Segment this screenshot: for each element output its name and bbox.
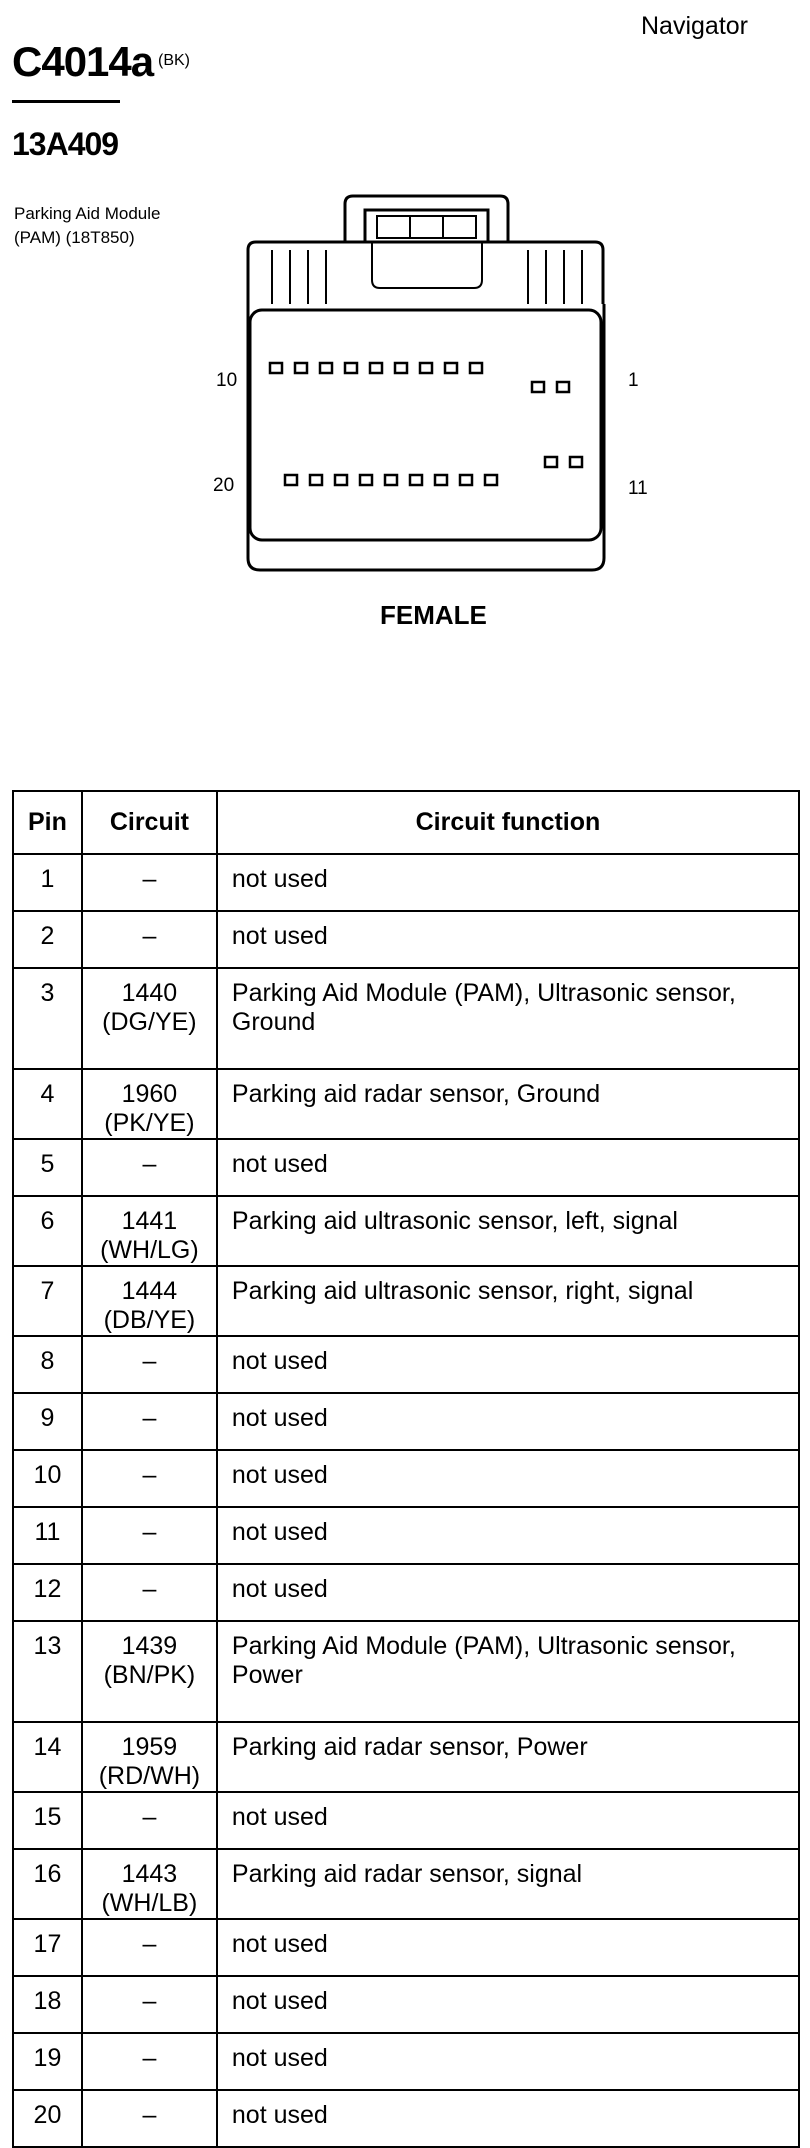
- cell-circuit: 1960 (PK/YE): [82, 1069, 217, 1139]
- table-row: [13, 1722, 799, 1792]
- cell-pin: 1: [13, 854, 82, 911]
- connector-face-diagram: [0, 190, 810, 590]
- cell-pin: 10: [13, 1450, 82, 1507]
- cell-circuit: –: [82, 1336, 217, 1393]
- header-pin: Pin: [13, 791, 82, 854]
- cell-pin: 19: [13, 2033, 82, 2090]
- cell-pin: 8: [13, 1336, 82, 1393]
- header-circuit-function: Circuit function: [217, 791, 799, 854]
- pin-label-top-right: 1: [628, 370, 639, 391]
- cell-function: Parking aid ultrasonic sensor, left, signal: [217, 1196, 799, 1266]
- cell-pin: 18: [13, 1976, 82, 2033]
- vehicle-name: Navigator: [641, 12, 748, 40]
- cell-pin: 17: [13, 1919, 82, 1976]
- cell-pin: 15: [13, 1792, 82, 1849]
- table-row: [13, 1976, 799, 2033]
- cell-circuit: 1439 (BN/PK): [82, 1621, 217, 1722]
- cell-circuit: –: [82, 1976, 217, 2033]
- table-row: [13, 1450, 799, 1507]
- cell-circuit: –: [82, 2090, 217, 2147]
- pin-label-top-left: 10: [216, 370, 238, 391]
- cell-function: not used: [217, 1507, 799, 1564]
- cell-circuit: –: [82, 1792, 217, 1849]
- table-row: [13, 1792, 799, 1849]
- cell-pin: 20: [13, 2090, 82, 2147]
- cell-function: not used: [217, 2033, 799, 2090]
- cell-pin: 9: [13, 1393, 82, 1450]
- cell-pin: 6: [13, 1196, 82, 1266]
- table-row: [13, 1849, 799, 1919]
- pin-cavities: [270, 363, 582, 485]
- cell-pin: 13: [13, 1621, 82, 1722]
- connector-id-underline: [12, 100, 120, 103]
- cell-pin: 2: [13, 911, 82, 968]
- cell-pin: 7: [13, 1266, 82, 1336]
- module-name-line1: Parking Aid Module: [14, 204, 161, 223]
- connector-color-code: (BK): [158, 52, 190, 69]
- cell-function: not used: [217, 1450, 799, 1507]
- pin-label-bottom-left: 20: [213, 475, 235, 496]
- cell-function: not used: [217, 911, 799, 968]
- table-row: [13, 1507, 799, 1564]
- table-row: [13, 1196, 799, 1266]
- table-row: [13, 1139, 799, 1196]
- table-row: [13, 968, 799, 1069]
- pinout-header-row: [13, 791, 799, 854]
- table-row: [13, 1919, 799, 1976]
- cell-circuit: 1444 (DB/YE): [82, 1266, 217, 1336]
- table-row: [13, 1621, 799, 1722]
- cell-function: Parking aid ultrasonic sensor, right, signal: [217, 1266, 799, 1336]
- cell-function: Parking Aid Module (PAM), Ultrasonic sensor, Power: [217, 1621, 799, 1722]
- cell-function: not used: [217, 1139, 799, 1196]
- table-row: [13, 1564, 799, 1621]
- cell-function: not used: [217, 1976, 799, 2033]
- pin-label-bottom-right: 11: [628, 478, 648, 499]
- cell-pin: 5: [13, 1139, 82, 1196]
- connector-gender-label: FEMALE: [380, 600, 487, 630]
- table-row: [13, 911, 799, 968]
- cell-circuit: –: [82, 2033, 217, 2090]
- cell-circuit: –: [82, 1393, 217, 1450]
- table-row: [13, 854, 799, 911]
- cell-circuit: 1443 (WH/LB): [82, 1849, 217, 1919]
- cell-circuit: –: [82, 1507, 217, 1564]
- cell-function: Parking aid radar sensor, signal: [217, 1849, 799, 1919]
- table-row: [13, 2090, 799, 2147]
- cell-function: not used: [217, 1919, 799, 1976]
- cell-function: Parking aid radar sensor, Power: [217, 1722, 799, 1792]
- table-row: [13, 1069, 799, 1139]
- cell-function: not used: [217, 1564, 799, 1621]
- cell-circuit: –: [82, 1139, 217, 1196]
- cell-pin: 3: [13, 968, 82, 1069]
- table-row: [13, 1336, 799, 1393]
- connector-id: C4014a: [12, 38, 154, 85]
- cell-circuit: –: [82, 1919, 217, 1976]
- cell-circuit: 1441 (WH/LG): [82, 1196, 217, 1266]
- cell-circuit: 1959 (RD/WH): [82, 1722, 217, 1792]
- cell-pin: 14: [13, 1722, 82, 1792]
- header-circuit: Circuit: [82, 791, 217, 854]
- cell-circuit: –: [82, 1450, 217, 1507]
- cell-function: not used: [217, 854, 799, 911]
- cell-pin: 12: [13, 1564, 82, 1621]
- table-row: [13, 1266, 799, 1336]
- cell-circuit: –: [82, 854, 217, 911]
- table-row: [13, 2033, 799, 2090]
- table-row: [13, 1393, 799, 1450]
- cell-function: Parking Aid Module (PAM), Ultrasonic sensor, Ground: [217, 968, 799, 1069]
- cell-function: not used: [217, 1792, 799, 1849]
- cell-pin: 11: [13, 1507, 82, 1564]
- cell-function: not used: [217, 1393, 799, 1450]
- cell-function: not used: [217, 1336, 799, 1393]
- cell-function: Parking aid radar sensor, Ground: [217, 1069, 799, 1139]
- cell-circuit: –: [82, 911, 217, 968]
- pinout-table: [12, 790, 800, 2148]
- cell-pin: 4: [13, 1069, 82, 1139]
- module-name-line2: (PAM) (18T850): [14, 228, 135, 247]
- cell-circuit: 1440 (DG/YE): [82, 968, 217, 1069]
- cell-function: not used: [217, 2090, 799, 2147]
- part-number: 13A409: [12, 126, 119, 162]
- cell-circuit: –: [82, 1564, 217, 1621]
- cell-pin: 16: [13, 1849, 82, 1919]
